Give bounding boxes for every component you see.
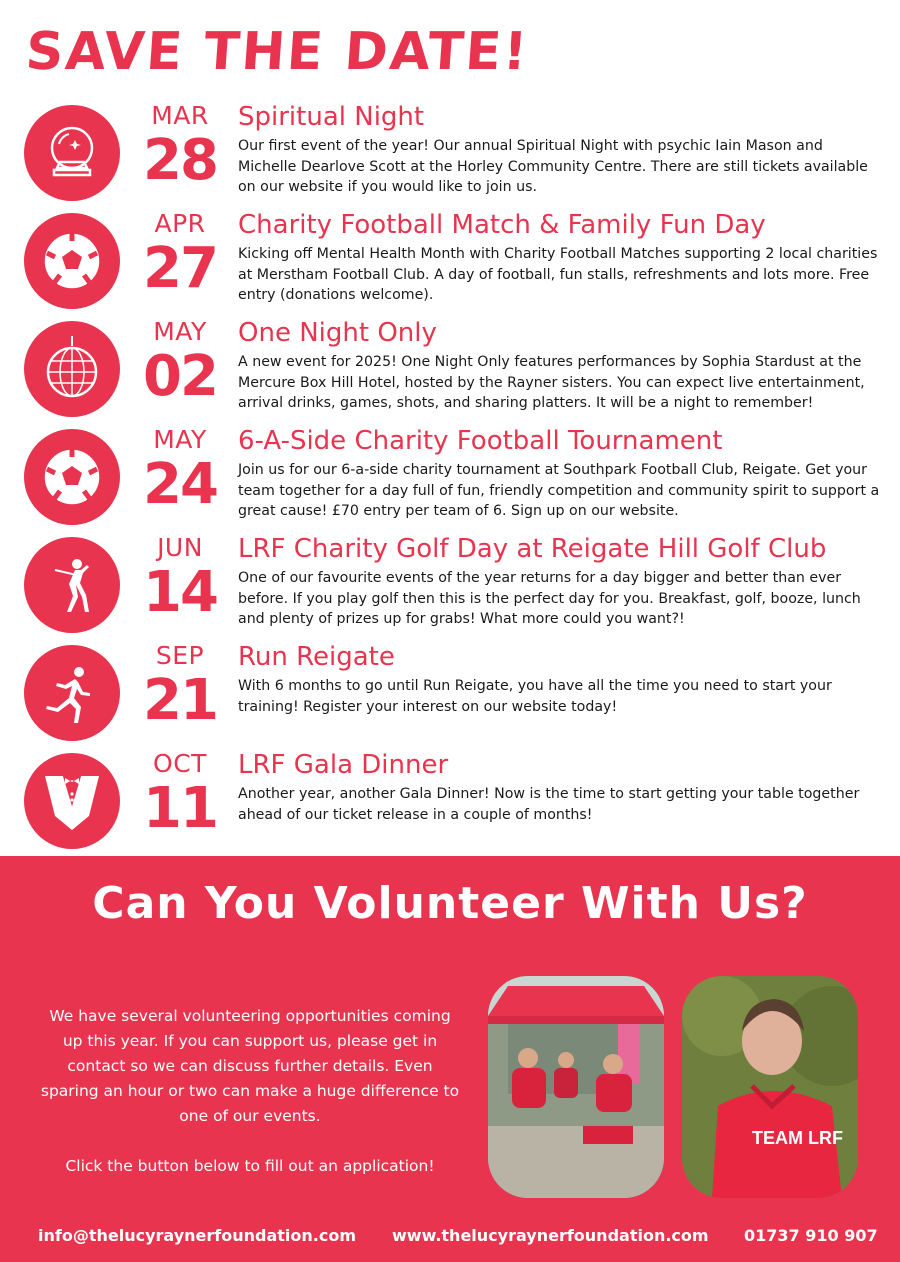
event-description: Another year, another Gala Dinner! Now is the time to start getting your table together ahead of our ticket release in a couple of months!: [238, 786, 860, 823]
event-day: 28: [143, 128, 217, 193]
event-date: [138, 642, 222, 732]
event-title: LRF Gala Dinner: [238, 750, 449, 780]
volunteers-photo: [488, 976, 664, 1198]
team-lrf-photo: [682, 976, 858, 1198]
email-link[interactable]: info@thelucyraynerfoundation.com: [38, 1226, 356, 1245]
event-date: [138, 102, 222, 192]
volunteer-cta-text: Click the button below to fill out an application!: [65, 1157, 435, 1175]
runner-icon: [24, 645, 120, 741]
event-day: 21: [143, 668, 217, 733]
event-item: [0, 642, 900, 748]
volunteer-section: [0, 856, 900, 1262]
page-title: SAVE THE DATE!: [23, 22, 531, 82]
event-month: SEP: [155, 641, 205, 670]
golfer-icon: [24, 537, 120, 633]
disco-ball-icon: [24, 321, 120, 417]
event-item: [0, 102, 900, 208]
volunteer-text: [40, 1004, 460, 1179]
event-date: [138, 534, 222, 624]
event-title: Spiritual Night: [238, 102, 425, 132]
event-day: 24: [143, 452, 217, 517]
event-day: 11: [143, 776, 217, 841]
football-icon: [24, 429, 120, 525]
event-day: 14: [143, 560, 217, 625]
event-description: Our first event of the year! Our annual Spiritual Night with psychic Iain Mason and Michelle Dearlove Scott at the Horley Community Centre. There are still tickets available on our website if you would like to join us.: [238, 138, 868, 195]
event-date: [138, 210, 222, 300]
phone-number[interactable]: 01737 910 907: [744, 1226, 878, 1245]
event-item: [0, 318, 900, 424]
event-description: A new event for 2025! One Night Only features performances by Sophia Stardust at the Mercure Box Hill Hotel, hosted by the Rayner sisters. You can expect live entertainment, arrival drinks, games, shots, and sharing platters. It will be a night to remember!: [238, 354, 865, 411]
event-title: Run Reigate: [238, 642, 395, 672]
event-description: Kicking off Mental Health Month with Charity Football Matches supporting 2 local charities at Merstham Football Club. A day of football, fun stalls, refreshments and lots more. Free entry (donations welcome).: [238, 246, 878, 303]
event-month: JUN: [157, 533, 203, 562]
event-date: [138, 426, 222, 516]
event-title: Charity Football Match & Family Fun Day: [238, 210, 766, 240]
event-title: LRF Charity Golf Day at Reigate Hill Golf Club: [238, 534, 827, 564]
event-month: APR: [154, 209, 206, 238]
tuxedo-icon: [24, 753, 120, 849]
event-description: With 6 months to go until Run Reigate, you have all the time you need to start your training! Register your interest on our website today!: [238, 678, 832, 715]
event-month: MAR: [151, 101, 209, 130]
event-item: [0, 210, 900, 316]
volunteer-paragraph: We have several volunteering opportunities coming up this year. If you can support us, please get in contact so we can discuss further details. Even sparing an hour or two can make a huge difference to one of our events.: [40, 1007, 460, 1125]
event-month: MAY: [153, 425, 207, 454]
event-month: OCT: [153, 749, 207, 778]
shirt-text: TEAM LRF: [752, 1128, 843, 1148]
football-icon: [24, 213, 120, 309]
event-title: One Night Only: [238, 318, 437, 348]
event-title: 6-A-Side Charity Football Tournament: [238, 426, 723, 456]
volunteer-title: Can You Volunteer With Us?: [92, 878, 808, 929]
crystal-ball-icon: [24, 105, 120, 201]
event-date: [138, 750, 222, 840]
event-item: [0, 534, 900, 640]
website-link[interactable]: www.thelucyraynerfoundation.com: [392, 1226, 709, 1245]
event-description: One of our favourite events of the year returns for a day bigger and better than ever before. If you play golf then this is the perfect day for you. Breakfast, golf, booze, lunch and plenty of prizes up for grabs! What more could you want?!: [238, 570, 861, 627]
event-month: MAY: [153, 317, 207, 346]
event-item: [0, 426, 900, 532]
footer: [0, 1226, 900, 1250]
event-date: [138, 318, 222, 408]
event-day: 02: [143, 344, 217, 409]
event-day: 27: [143, 236, 217, 301]
event-item: [0, 750, 900, 856]
event-description: Join us for our 6-a-side charity tournament at Southpark Football Club, Reigate. Get your team together for a day full of fun, friendly competition and community spirit to support a great cause! £70 entry per team of 6. Sign up on our website.: [238, 462, 880, 519]
